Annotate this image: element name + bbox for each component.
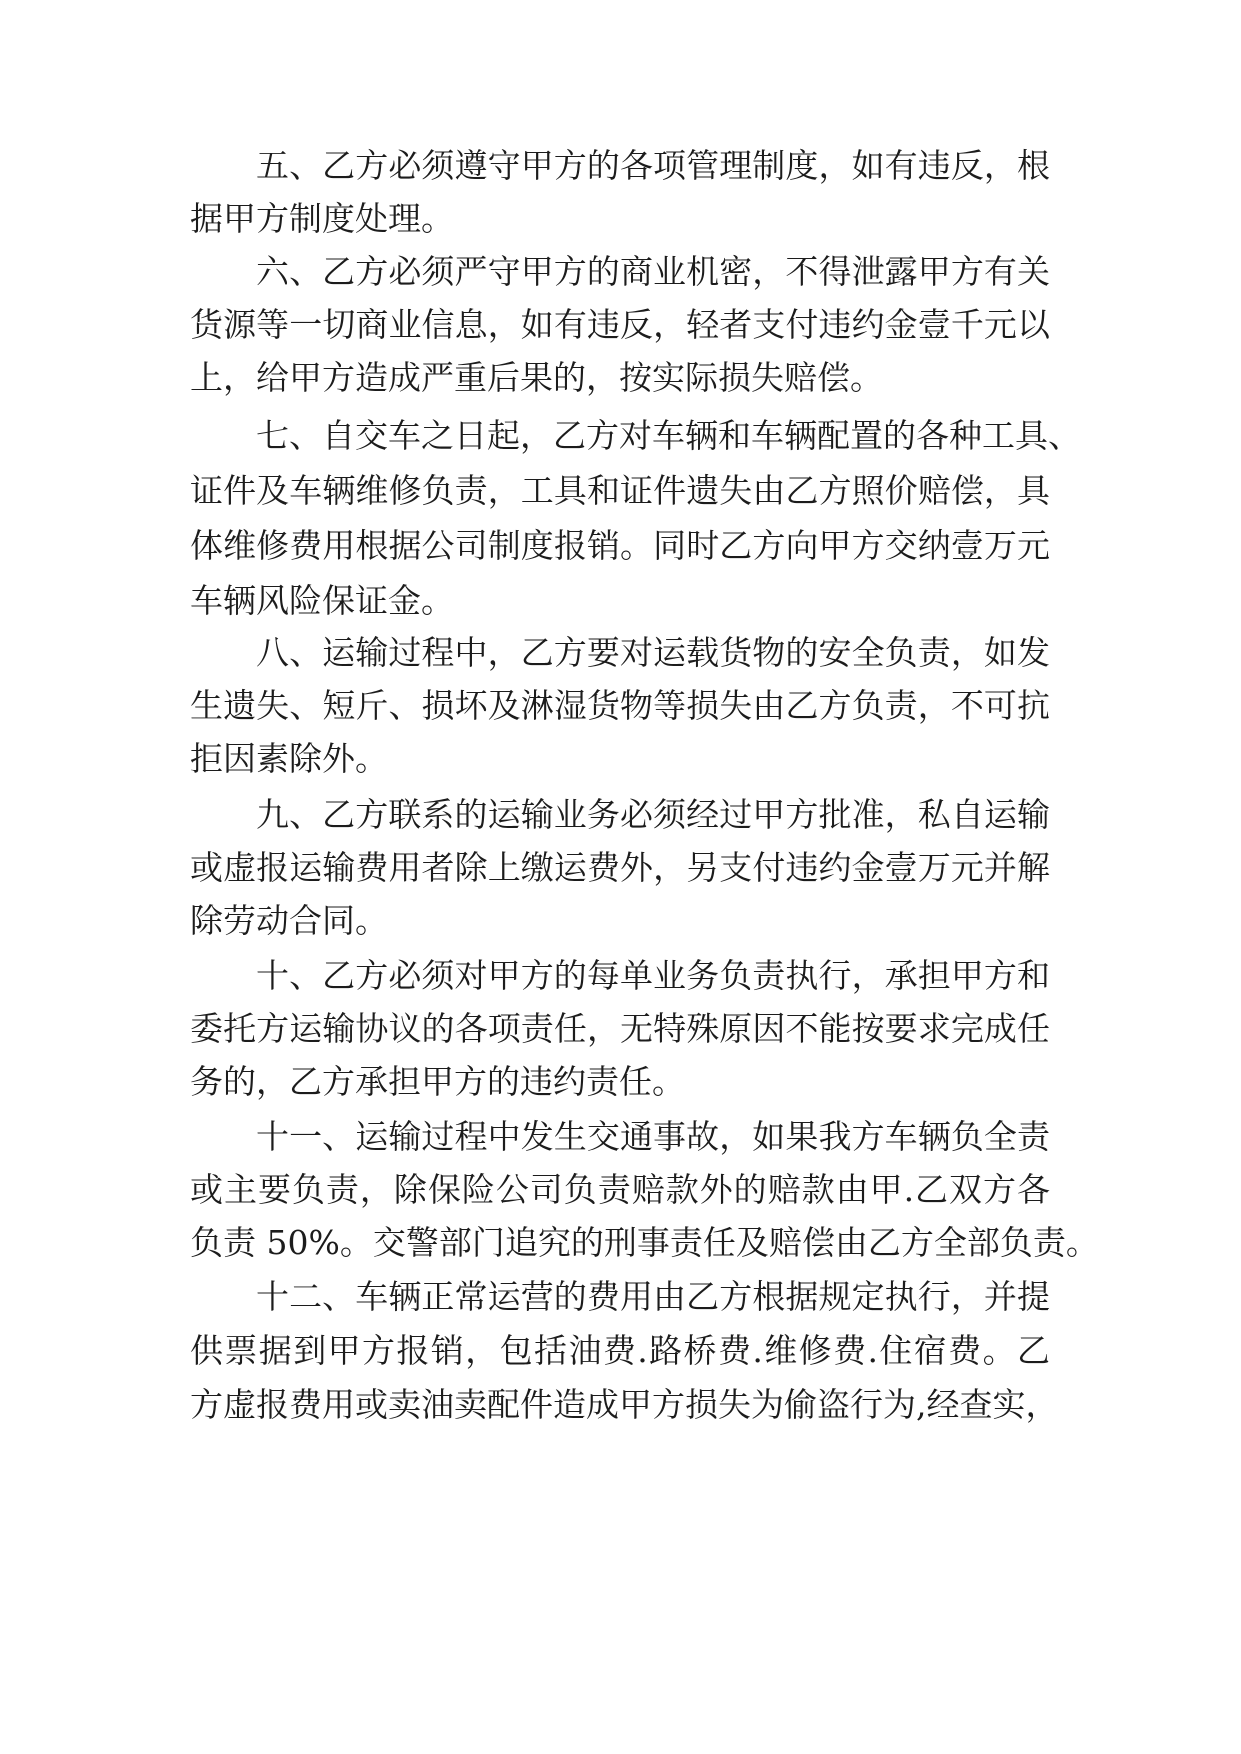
clause-8-line-3: 拒因素除外。 bbox=[190, 739, 388, 778]
clause-9-line-2: 或虚报运输费用者除上缴运费外，另支付违约金壹万元并解 bbox=[190, 848, 1050, 887]
clause-11-line-3: 负责 50%。交警部门追究的刑事责任及赔偿由乙方全部负责。 bbox=[190, 1223, 1099, 1262]
clause-10-line-3: 务的，乙方承担甲方的违约责任。 bbox=[190, 1062, 685, 1101]
clause-9-line-1: 九、乙方联系的运输业务必须经过甲方批准，私自运输 bbox=[256, 795, 1050, 834]
clause-5-line-1: 五、乙方必须遵守甲方的各项管理制度，如有违反，根 bbox=[256, 146, 1050, 185]
clause-8-line-1: 八、运输过程中，乙方要对运载货物的安全负责，如发 bbox=[256, 633, 1050, 672]
clause-11-line-2: 或主要负责，除保险公司负责赔款外的赔款由甲.乙双方各 bbox=[190, 1170, 1050, 1209]
clause-9-line-3: 除劳动合同。 bbox=[190, 901, 388, 940]
clause-6-line-3: 上，给甲方造成严重后果的，按实际损失赔偿。 bbox=[190, 358, 883, 397]
clause-7-line-2: 证件及车辆维修负责，工具和证件遗失由乙方照价赔偿，具 bbox=[190, 471, 1050, 510]
clause-7-line-4: 车辆风险保证金。 bbox=[190, 581, 454, 620]
clause-7-line-3: 体维修费用根据公司制度报销。同时乙方向甲方交纳壹万元 bbox=[190, 526, 1050, 565]
clause-12-line-1: 十二、车辆正常运营的费用由乙方根据规定执行，并提 bbox=[256, 1277, 1050, 1316]
clause-11-line-1: 十一、运输过程中发生交通事故，如果我方车辆负全责 bbox=[256, 1117, 1050, 1156]
clause-10-line-1: 十、乙方必须对甲方的每单业务负责执行，承担甲方和 bbox=[256, 956, 1050, 995]
clause-12-line-3: 方虚报费用或卖油卖配件造成甲方损失为偷盗行为,经查实， bbox=[190, 1385, 1059, 1424]
clause-10-line-2: 委托方运输协议的各项责任，无特殊原因不能按要求完成任 bbox=[190, 1009, 1050, 1048]
clause-6-line-1: 六、乙方必须严守甲方的商业机密，不得泄露甲方有关 bbox=[256, 252, 1050, 291]
clause-8-line-2: 生遗失、短斤、损坏及淋湿货物等损失由乙方负责，不可抗 bbox=[190, 686, 1050, 725]
clause-6-line-2: 货源等一切商业信息，如有违反，轻者支付违约金壹千元以 bbox=[190, 305, 1050, 344]
clause-12-line-2: 供票据到甲方报销，包括油费.路桥费.维修费.住宿费。乙 bbox=[190, 1331, 1050, 1370]
clause-7-line-1: 七、自交车之日起，乙方对车辆和车辆配置的各种工具、 bbox=[256, 416, 1081, 455]
clause-5-line-2: 据甲方制度处理。 bbox=[190, 199, 454, 238]
